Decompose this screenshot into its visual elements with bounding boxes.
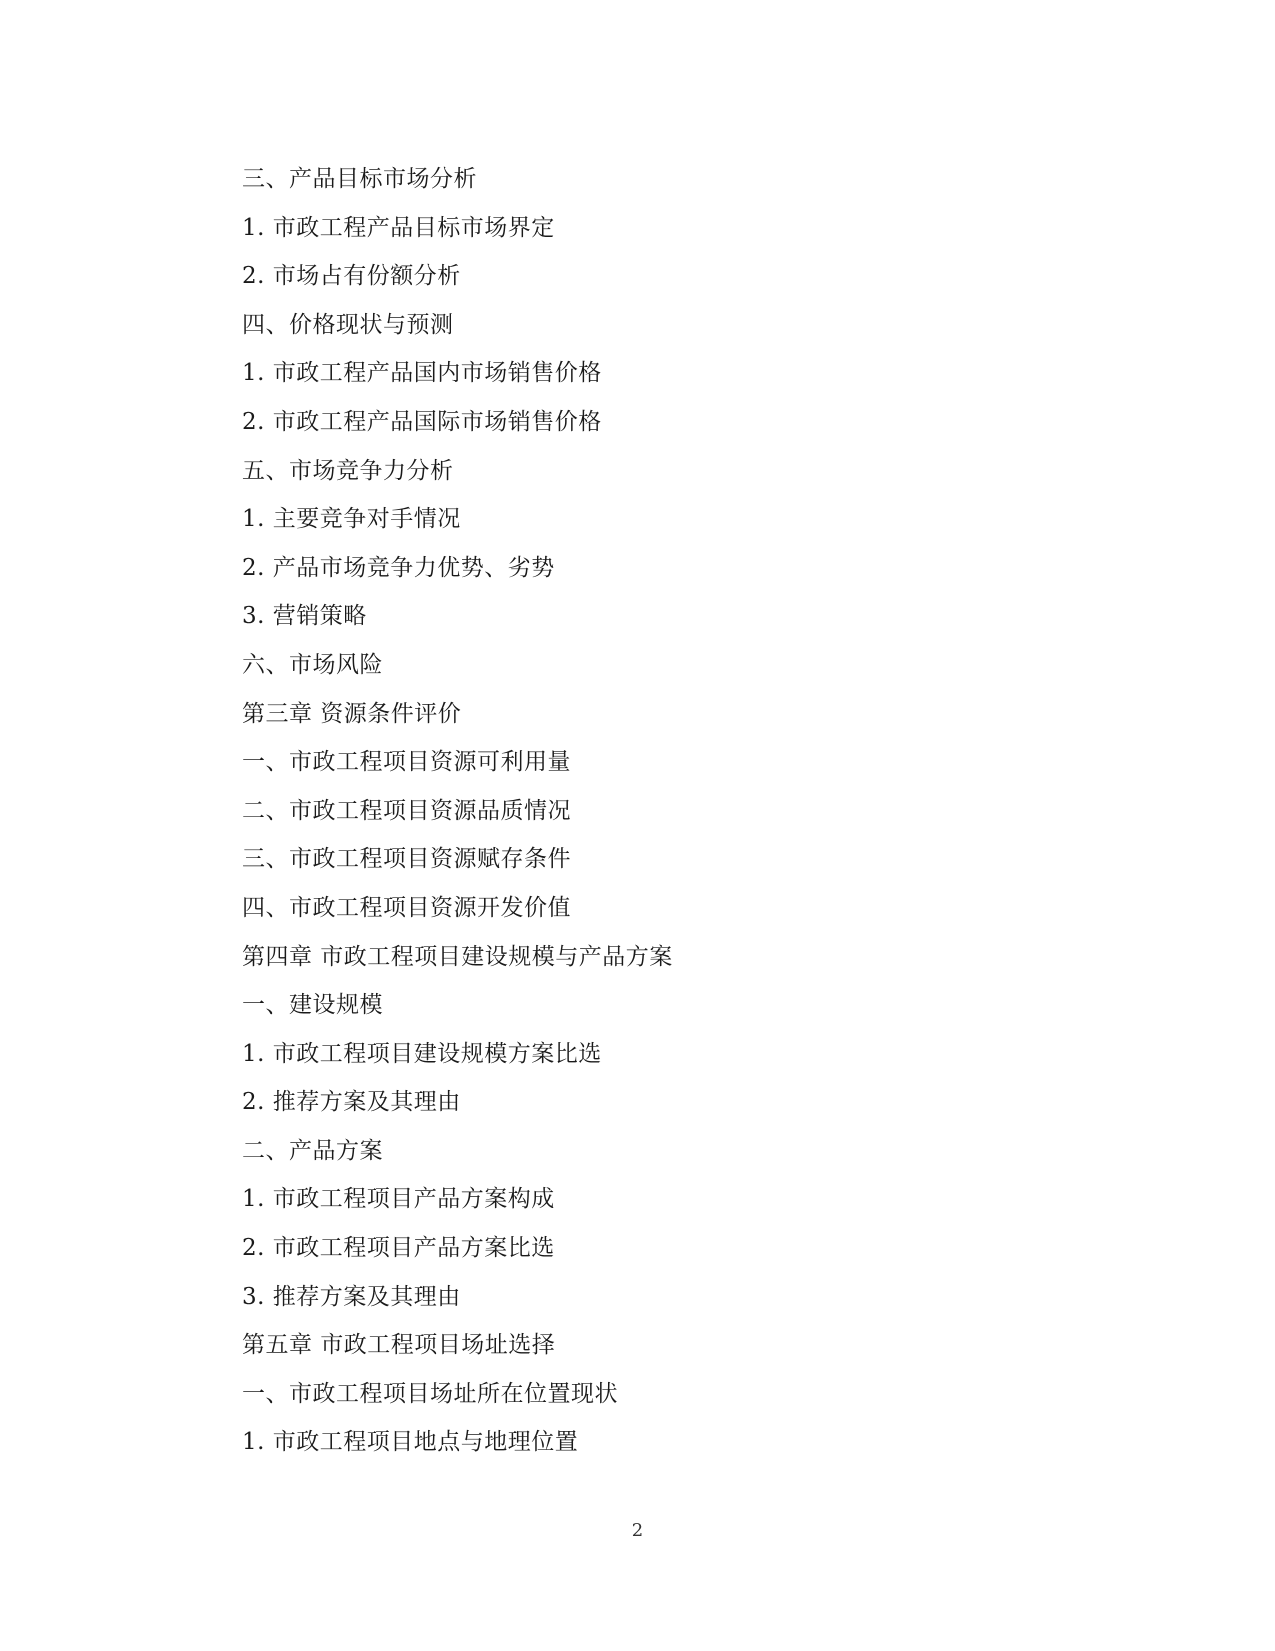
toc-line: 1. 市政工程项目地点与地理位置 [242,1429,579,1456]
toc-line: 六、市场风险 [242,651,383,678]
toc-line: 第三章 资源条件评价 [242,700,462,727]
toc-line: 2. 产品市场竞争力优势、劣势 [242,554,555,581]
toc-line: 3. 营销策略 [242,603,367,630]
toc-line: 三、市政工程项目资源赋存条件 [242,846,571,873]
toc-line: 3. 推荐方案及其理由 [242,1283,461,1310]
toc-line: 一、市政工程项目资源可利用量 [242,749,571,776]
toc-line: 三、产品目标市场分析 [242,166,477,192]
toc-line: 2. 市场占有份额分析 [242,263,461,290]
toc-line: 第四章 市政工程项目建设规模与产品方案 [242,943,673,970]
toc-line: 1. 主要竞争对手情况 [242,506,461,533]
table-of-contents [242,155,1142,1467]
toc-line: 二、产品方案 [242,1137,383,1164]
toc-line: 2. 推荐方案及其理由 [242,1089,461,1116]
toc-line: 第五章 市政工程项目场址选择 [242,1332,556,1359]
toc-line: 2. 市政工程项目产品方案比选 [242,1235,555,1262]
toc-line: 1. 市政工程项目建设规模方案比选 [242,1040,602,1067]
toc-line: 二、市政工程项目资源品质情况 [242,797,571,824]
toc-line: 四、价格现状与预测 [242,311,454,338]
page-number: 2 [631,1520,644,1541]
toc-line: 一、市政工程项目场址所在位置现状 [242,1380,618,1407]
toc-line: 1. 市政工程项目产品方案构成 [242,1186,555,1213]
toc-line: 四、市政工程项目资源开发价值 [242,894,571,921]
toc-line: 2. 市政工程产品国际市场销售价格 [242,408,602,435]
toc-line: 五、市场竞争力分析 [242,457,454,484]
toc-line: 一、建设规模 [242,992,383,1019]
toc-line: 1. 市政工程产品国内市场销售价格 [242,360,602,387]
toc-line: 1. 市政工程产品目标市场界定 [242,214,555,241]
